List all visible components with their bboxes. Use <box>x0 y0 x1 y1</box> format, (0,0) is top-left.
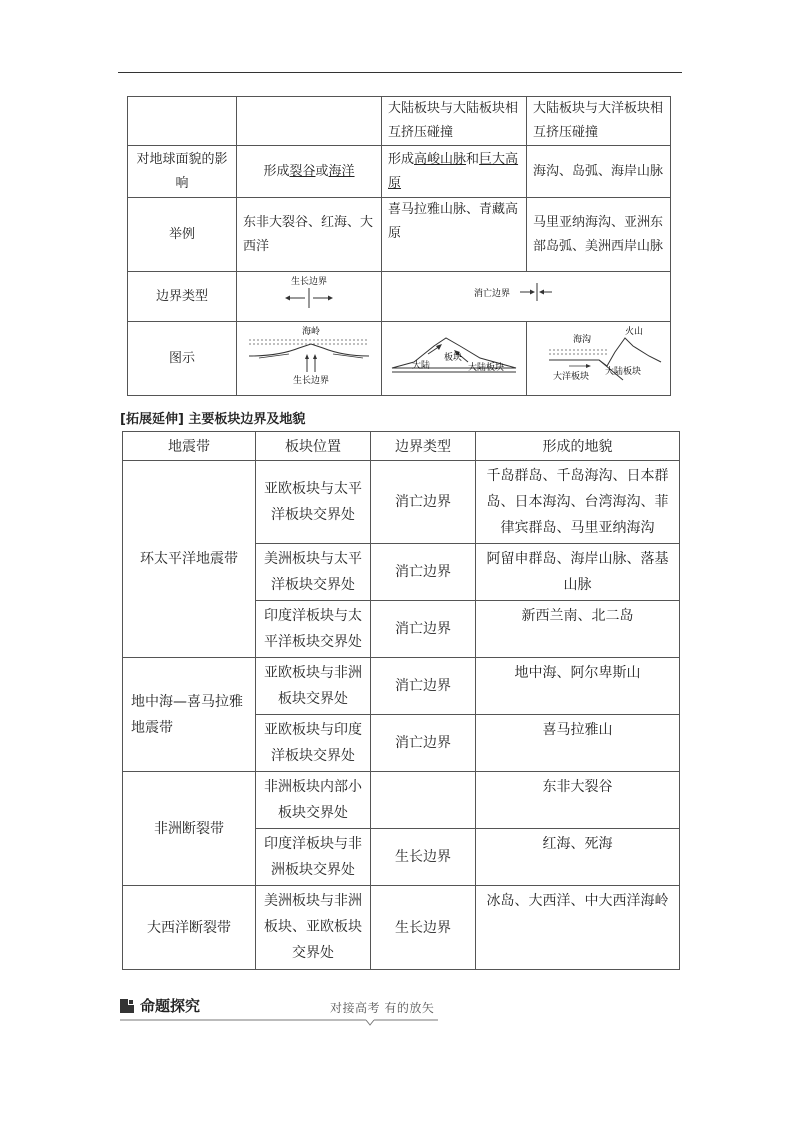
consumption-boundary-label: 消亡边界 <box>473 289 511 299</box>
volcano-label: 火山 <box>624 327 643 337</box>
seismic-belt-table <box>122 431 680 970</box>
column-header: 地震带 <box>123 432 256 461</box>
header-continental-oceanic: 大陆板块与大洋板块相互挤压碰撞 <box>527 97 671 146</box>
zone-cell: 大西洋断裂带 <box>123 886 256 970</box>
continent-label: 大陆 <box>412 361 431 371</box>
examples-continental: 喜马拉雅山脉、青藏高原 <box>382 198 527 272</box>
plate-position: 非洲板块内部小板块交界处 <box>256 772 371 829</box>
boundary-type: 消亡边界 <box>371 601 476 658</box>
growth-boundary-caption: 生长边界 <box>292 376 330 386</box>
table-row <box>123 658 680 715</box>
table-row <box>123 461 680 544</box>
text-fragment: 形成 <box>388 151 415 167</box>
landform: 冰岛、大西洋、中大西洋海岭 <box>476 886 680 970</box>
diagram-oceanic-cell <box>527 322 671 396</box>
plate-position: 亚欧板块与印度洋板块交界处 <box>256 715 371 772</box>
plate-position: 亚欧板块与非洲板块交界处 <box>256 658 371 715</box>
plate-position: 美洲板块与非洲板块、亚欧板块交界处 <box>256 886 371 970</box>
continental-plate-label: 大陆板块 <box>604 367 641 377</box>
table-row <box>128 322 671 396</box>
row-label-impact: 对地球面貌的影响 <box>128 146 237 198</box>
underlined-term: 海洋 <box>328 163 355 179</box>
table-row <box>123 772 680 829</box>
examples-divergent: 东非大裂谷、红海、大西洋 <box>237 198 382 272</box>
section-marker-icon <box>120 999 134 1013</box>
underlined-term: 高峻山脉 <box>414 151 467 167</box>
landform: 地中海、阿尔卑斯山 <box>476 658 680 715</box>
boundary-growth-cell <box>237 272 382 322</box>
plate-position: 美洲板块与太平洋板块交界处 <box>256 544 371 601</box>
landform: 喜马拉雅山 <box>476 715 680 772</box>
mid-ocean-ridge-diagram <box>239 322 379 386</box>
oceanic-plate-label: 大洋板块 <box>552 372 589 382</box>
section-heading: [拓展延伸] 主要板块边界及地貌 <box>120 412 306 427</box>
subduction-diagram <box>529 322 669 386</box>
row-label-examples: 举例 <box>128 198 237 272</box>
landform: 千岛群岛、千岛海沟、日本群岛、日本海沟、台湾海沟、菲律宾群岛、马里亚纳海沟 <box>476 461 680 544</box>
table-header-row <box>123 432 680 461</box>
table-row <box>128 97 671 146</box>
footer-divider <box>120 1018 440 1028</box>
plate-position: 印度洋板块与非洲板块交界处 <box>256 829 371 886</box>
table-row <box>128 198 671 272</box>
ridge-label: 海岭 <box>301 327 321 337</box>
empty-cell <box>128 97 237 146</box>
plate-boundary-table <box>127 96 671 396</box>
boundary-type: 消亡边界 <box>371 461 476 544</box>
growth-boundary-label: 生长边界 <box>290 277 328 287</box>
zone-cell: 环太平洋地震带 <box>123 461 256 658</box>
zone-cell: 地中海—喜马拉雅地震带 <box>123 658 256 772</box>
landform: 红海、死海 <box>476 829 680 886</box>
growth-boundary-icon <box>259 272 359 312</box>
landform: 阿留申群岛、海岸山脉、落基山脉 <box>476 544 680 601</box>
row-label-diagram: 图示 <box>128 322 237 396</box>
text-fragment: 或 <box>315 163 329 179</box>
trench-label: 海沟 <box>572 335 591 345</box>
section-title: 命题探究 <box>140 997 201 1015</box>
examples-oceanic: 马里亚纳海沟、亚洲东部岛弧、美洲西岸山脉 <box>527 198 671 272</box>
top-rule <box>118 72 682 73</box>
underlined-term: 裂谷 <box>289 163 316 179</box>
impact-oceanic: 海沟、岛弧、海岸山脉 <box>527 146 671 198</box>
diagram-divergent-cell <box>237 322 382 396</box>
boundary-type: 消亡边界 <box>371 658 476 715</box>
boundary-type: 生长边界 <box>371 886 476 970</box>
plate-position: 印度洋板块与太平洋板块交界处 <box>256 601 371 658</box>
impact-divergent <box>237 146 382 198</box>
column-header: 形成的地貌 <box>476 432 680 461</box>
table-row <box>128 146 671 198</box>
continental-collision-diagram <box>384 322 524 386</box>
boundary-type: 消亡边界 <box>371 715 476 772</box>
row-label-boundary: 边界类型 <box>128 272 237 322</box>
continental-plate-label: 大陆板块 <box>468 363 505 373</box>
plate-position: 亚欧板块与太平洋板块交界处 <box>256 461 371 544</box>
empty-cell <box>237 97 382 146</box>
boundary-type: 生长边界 <box>371 829 476 886</box>
table-row <box>128 272 671 322</box>
header-continental-continental: 大陆板块与大陆板块相互挤压碰撞 <box>382 97 527 146</box>
zone-cell: 非洲断裂带 <box>123 772 256 886</box>
impact-continental <box>382 146 527 198</box>
text-fragment: 形成 <box>263 163 290 179</box>
text-fragment: 和 <box>466 151 480 167</box>
column-header: 边界类型 <box>371 432 476 461</box>
underlined-term: 巨大高原 <box>388 151 519 191</box>
column-header: 板块位置 <box>256 432 371 461</box>
consumption-boundary-icon <box>466 280 586 304</box>
boundary-type <box>371 772 476 829</box>
landform: 新西兰南、北二岛 <box>476 601 680 658</box>
boundary-consumption-cell <box>382 272 671 322</box>
diagram-continental-cell <box>382 322 527 396</box>
landform: 东非大裂谷 <box>476 772 680 829</box>
table-row <box>123 886 680 970</box>
section-subtitle: 对接高考 有的放矢 <box>330 1001 435 1015</box>
boundary-type: 消亡边界 <box>371 544 476 601</box>
plate-label: 板块 <box>444 353 463 363</box>
